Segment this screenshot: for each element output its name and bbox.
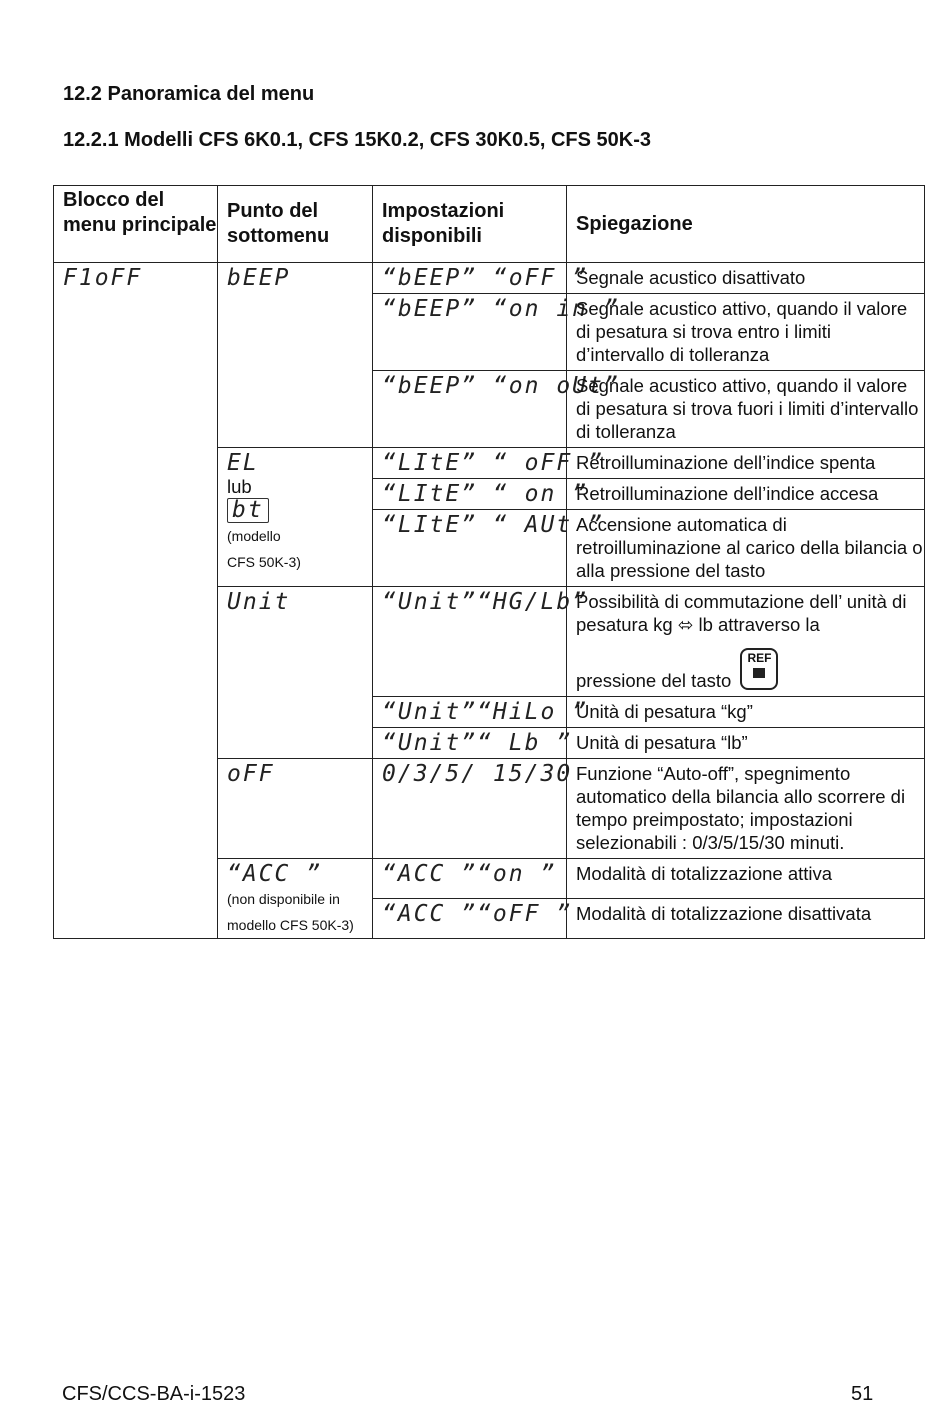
unit-switch-text: Possibilità di commutazione dell’ unità di pesatura kg ⬄ lb attraverso la bbox=[576, 591, 907, 635]
explanation-cell: Accensione automatica di retroilluminazione al carico della bilancia o alla pressione del tasto bbox=[567, 510, 925, 587]
submenu-el-lub: lub bbox=[227, 476, 252, 497]
setting-lcd: “bEEP” “on in ” bbox=[382, 296, 620, 322]
submenu-el-lcd: EL bbox=[227, 450, 259, 476]
unit-switch-text-2: pressione del tasto bbox=[576, 670, 732, 691]
explanation-cell: Segnale acustico disattivato bbox=[567, 263, 925, 294]
section-heading: 12.2 Panoramica del menu bbox=[63, 83, 315, 105]
setting-lcd: “LItE” “ AUt ” bbox=[382, 512, 604, 538]
submenu-beep-cell bbox=[218, 263, 373, 448]
setting-lcd: “LItE” “ on ” bbox=[382, 481, 589, 507]
submenu-el-cell bbox=[218, 448, 373, 587]
explanation-cell: Retroilluminazione dell’indice spenta bbox=[567, 448, 925, 479]
submenu-off-lcd: oFF bbox=[227, 761, 275, 787]
setting-lcd: “ACC ”“on ” bbox=[382, 861, 557, 887]
explanation-cell: Segnale acustico attivo, quando il valore di pesatura si trova entro i limiti d’intervallo di tolleranza bbox=[567, 294, 925, 371]
submenu-acc-cell bbox=[218, 859, 373, 939]
explanation-cell: Unità di pesatura “lb” bbox=[567, 728, 925, 759]
setting-cell bbox=[373, 587, 589, 697]
document-id: CFS/CCS-BA-i-1523 bbox=[62, 1383, 246, 1405]
main-block-lcd: F1oFF bbox=[63, 265, 143, 291]
setting-lcd: “Unit”“ Lb ” bbox=[382, 730, 573, 756]
setting-lcd: “bEEP” “on oUt” bbox=[382, 373, 620, 399]
setting-cell bbox=[373, 859, 567, 899]
setting-cell bbox=[373, 479, 589, 510]
header-main-block: Blocco del menu principale bbox=[54, 186, 218, 263]
table-row bbox=[54, 263, 925, 294]
setting-lcd: “bEEP” “oFF ” bbox=[382, 265, 589, 291]
submenu-el-note: (modello bbox=[227, 528, 281, 544]
submenu-off-cell bbox=[218, 759, 373, 859]
setting-cell bbox=[373, 448, 604, 479]
explanation-cell: Funzione “Auto-off”, spegnimento automatico della bilancia allo scorrere di tempo preimpostato; impostazioni selezionabili : 0/3/5/15/30 minuti. bbox=[567, 759, 925, 859]
submenu-acc-note: modello CFS 50K-3) bbox=[227, 917, 354, 933]
submenu-unit-lcd: Unit bbox=[227, 589, 291, 615]
setting-lcd: “Unit”“HiLo ” bbox=[382, 699, 589, 725]
explanation-cell: Modalità di totalizzazione attiva bbox=[567, 859, 925, 899]
explanation-cell: Modalità di totalizzazione disattivata bbox=[567, 899, 925, 939]
setting-cell bbox=[373, 263, 589, 294]
explanation-cell: Segnale acustico attivo, quando il valore di pesatura si trova fuori i limiti d’intervallo di tolleranza bbox=[567, 371, 925, 448]
table-header-row bbox=[54, 186, 925, 263]
menu-overview-table bbox=[53, 185, 925, 939]
header-explanation: Spiegazione bbox=[567, 186, 925, 263]
submenu-unit-cell bbox=[218, 587, 373, 759]
setting-lcd: “ACC ”“oFF ” bbox=[382, 901, 573, 927]
setting-cell bbox=[373, 728, 573, 759]
explanation-cell bbox=[567, 587, 925, 697]
weight-icon bbox=[753, 668, 765, 678]
ref-key-icon bbox=[740, 648, 778, 690]
submenu-bt-lcd: bt bbox=[227, 498, 269, 523]
setting-cell bbox=[373, 899, 573, 939]
header-settings: Impostazioni disponibili bbox=[373, 186, 567, 263]
submenu-acc-note: (non disponibile in bbox=[227, 891, 340, 907]
explanation-cell: Unità di pesatura “kg” bbox=[567, 697, 925, 728]
submenu-beep-lcd: bEEP bbox=[227, 265, 291, 291]
setting-lcd: “Unit”“HG/Lb” bbox=[382, 589, 589, 615]
header-submenu: Punto del sottomenu bbox=[218, 186, 373, 263]
setting-cell bbox=[373, 371, 620, 448]
setting-lcd: “LItE” “ oFF ” bbox=[382, 450, 604, 476]
ref-key-label: REF bbox=[747, 651, 772, 665]
page-number: 51 bbox=[851, 1383, 874, 1405]
subsection-heading: 12.2.1 Modelli CFS 6K0.1, CFS 15K0.2, CFS 30K0.5, CFS 50K-3 bbox=[63, 129, 651, 151]
submenu-acc-lcd: “ACC ” bbox=[227, 861, 323, 887]
setting-cell bbox=[373, 510, 604, 587]
submenu-el-note: CFS 50K-3) bbox=[227, 554, 301, 570]
setting-cell bbox=[373, 697, 589, 728]
explanation-cell: Retroilluminazione dell’indice accesa bbox=[567, 479, 925, 510]
main-block-cell bbox=[54, 263, 218, 939]
setting-cell bbox=[373, 759, 573, 859]
setting-lcd: 0/3/5/ 15/30 bbox=[382, 761, 573, 787]
setting-cell bbox=[373, 294, 620, 371]
